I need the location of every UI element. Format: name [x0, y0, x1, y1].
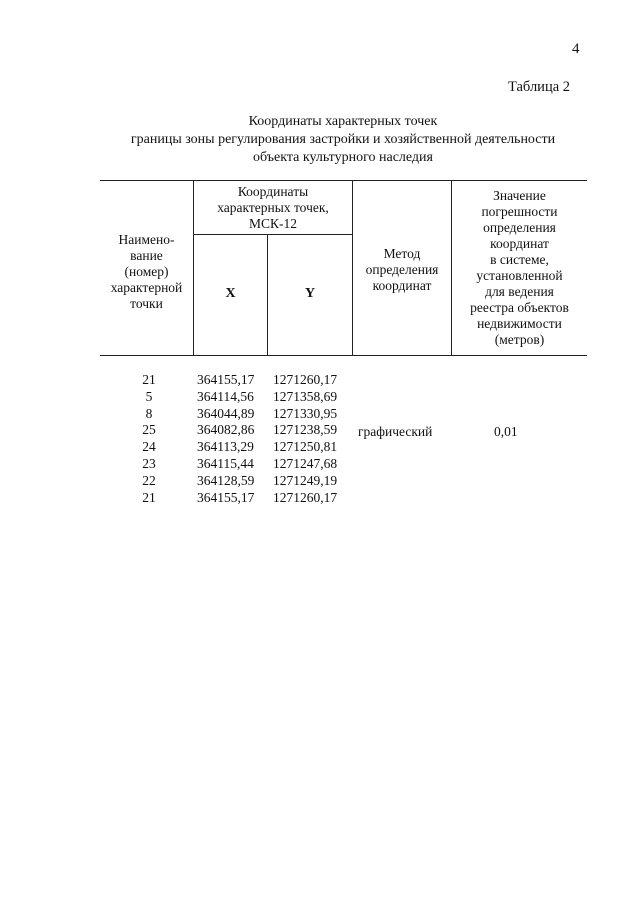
point-name: 21: [142, 372, 156, 387]
coord-y: 1271249,19: [273, 472, 338, 488]
coord-y: 1271238,59: [273, 422, 338, 438]
error-value: 0,01: [494, 424, 518, 439]
table-header: [100, 180, 587, 356]
point-name: 23: [142, 455, 156, 471]
point-name: 8: [145, 405, 153, 421]
header-coords-group: Координаты характерных точек, МСК-12: [217, 184, 329, 231]
method-value: графический: [358, 424, 433, 439]
table-row: [0, 372, 640, 389]
coord-x: 364155,17: [197, 489, 255, 505]
header-y: Y: [304, 286, 316, 301]
table-row: [0, 406, 640, 423]
table-body: [0, 372, 640, 506]
coord-x: 364128,59: [197, 472, 255, 488]
point-name: 22: [142, 472, 156, 488]
table-row: [0, 473, 640, 490]
header-error-col: Значение погрешности определения координат в системе, установленной для ведения реестра объектов недвижимости (метров): [470, 188, 569, 347]
header-x: X: [225, 286, 236, 301]
header-top-border: [100, 180, 587, 181]
coord-y: 1271250,81: [273, 439, 338, 455]
title-line: объекта культурного наследия: [253, 150, 433, 165]
header-bottom-border: [100, 355, 587, 356]
point-name: 25: [142, 422, 156, 438]
coord-x: 364044,89: [197, 405, 255, 421]
header-method-col: Метод определения координат: [365, 246, 439, 293]
title-line: границы зоны регулирования застройки и хозяйственной деятельности: [130, 132, 556, 147]
table-row: [0, 422, 640, 439]
coord-x: 364082,86: [197, 422, 255, 438]
point-name: 21: [142, 489, 156, 505]
page-number: 4: [572, 41, 580, 57]
coord-x: 364114,56: [197, 388, 254, 404]
title-line: Координаты характерных точек: [248, 114, 438, 129]
coord-x: 364115,44: [197, 455, 254, 471]
point-name: 24: [142, 439, 156, 455]
coord-y: 1271260,17: [273, 372, 338, 387]
coords-divider: [194, 234, 353, 235]
table-label: Таблица 2: [508, 79, 571, 95]
table-row: [0, 490, 640, 507]
header-name-col: Наимено- вание (номер) характерной точки: [110, 232, 183, 311]
coord-x: 364113,29: [197, 439, 254, 455]
coord-y: 1271330,95: [273, 405, 338, 421]
table-row: [0, 456, 640, 473]
coord-y: 1271260,17: [273, 489, 338, 505]
coord-x: 364155,17: [197, 372, 255, 387]
document-title: [40, 113, 640, 167]
coord-y: 1271358,69: [273, 388, 338, 404]
table-row: [0, 389, 640, 406]
table-row: [0, 439, 640, 456]
coord-y: 1271247,68: [273, 455, 338, 471]
point-name: 5: [145, 388, 153, 404]
